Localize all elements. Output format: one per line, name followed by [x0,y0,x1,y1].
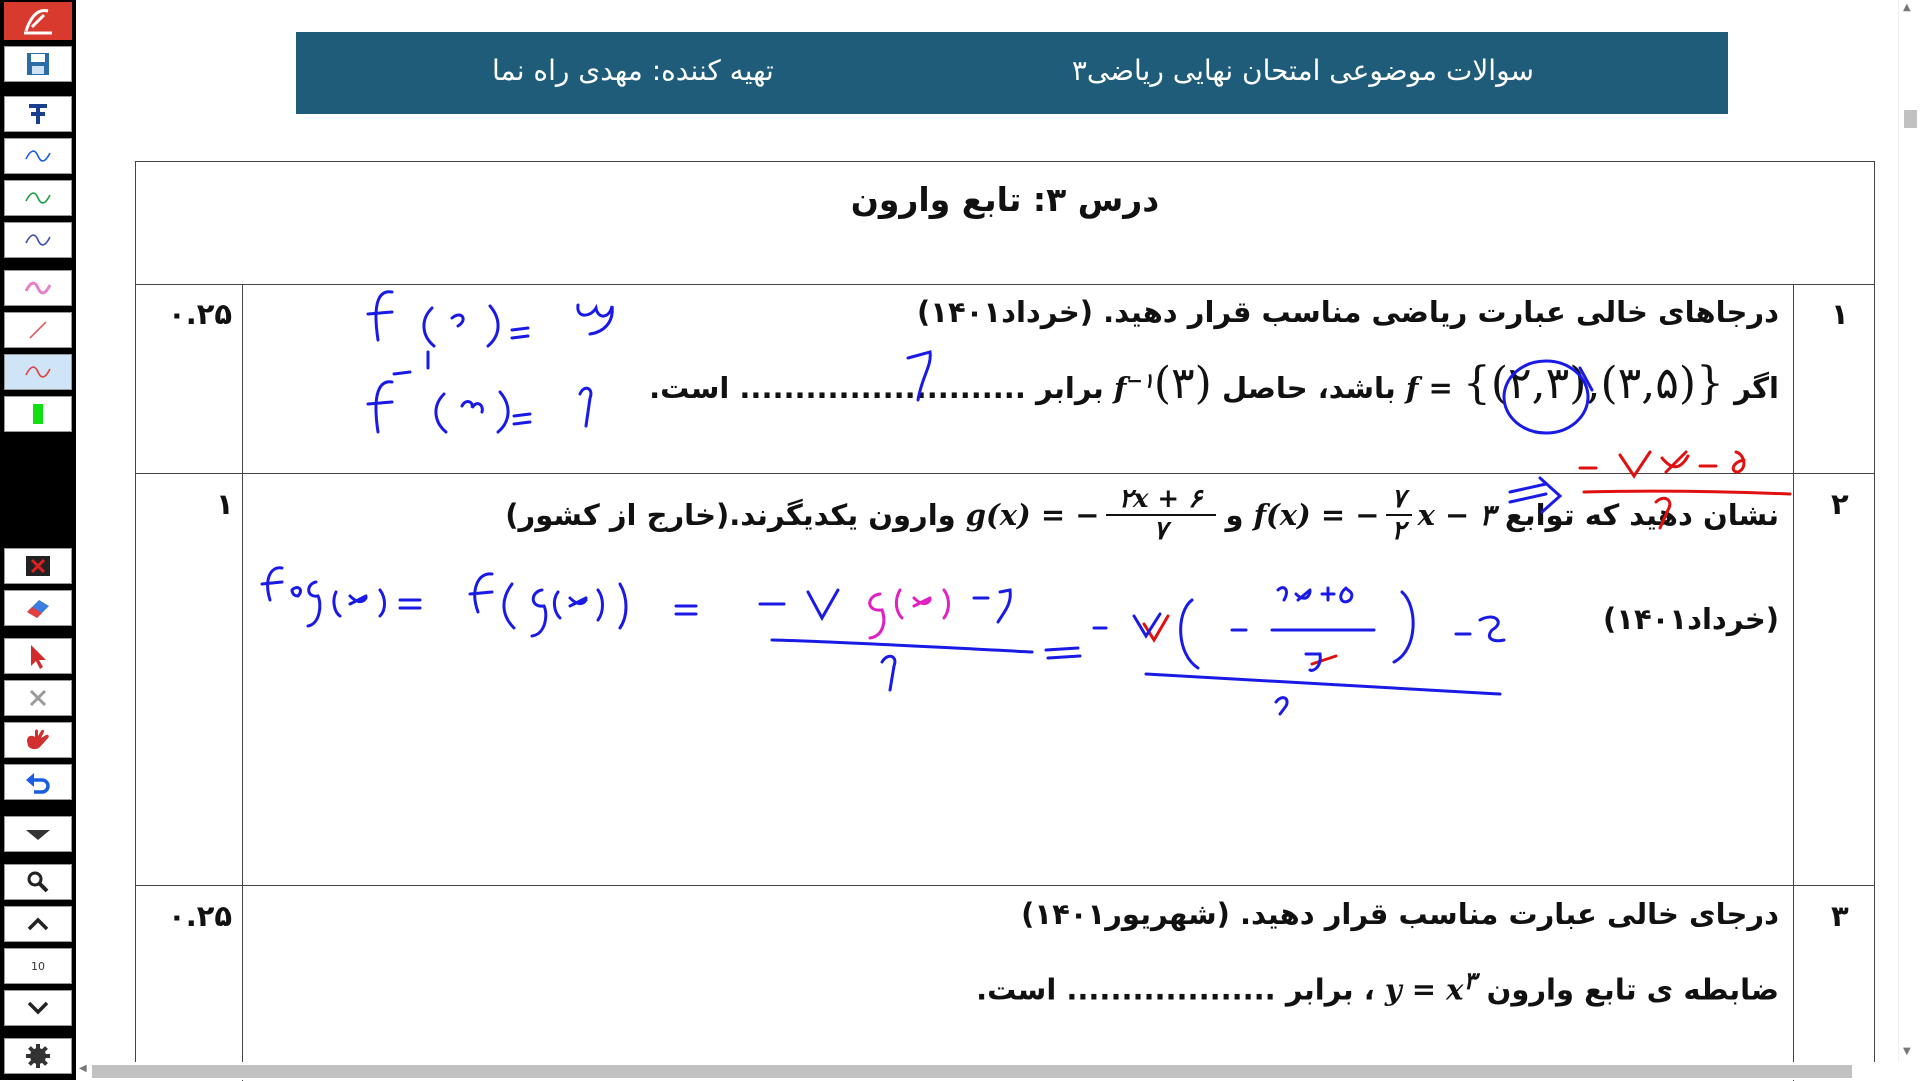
magenta-ink [870,590,949,638]
function-g: g(x) = − ۲x + ۶ ۷ [966,484,1216,546]
question-score: ۰.۲۵ [168,297,233,331]
question-number: ۲ [1831,487,1849,521]
g-numerator: ۲x + ۶ [1118,484,1203,514]
question-number: ۱ [1831,297,1849,331]
ordered-pairs-set: {(۲,۳),(۳,۵)} [1462,358,1725,409]
question-score: ۱ [216,487,234,521]
horizontal-scroll-thumb[interactable] [92,1065,1852,1078]
question-number: ۳ [1831,899,1849,933]
g-denominator: ۷ [1153,516,1168,546]
scroll-left-arrow-icon[interactable]: ◀ [79,1063,87,1074]
answer-blank: ................... [1066,972,1276,1007]
text-fragment: ضابطه ی تابع وارون [1486,972,1779,1007]
set-definition: f = {(۲,۳),(۳,۵)} [1405,358,1725,409]
scroll-up-arrow-icon[interactable]: ▲ [1903,2,1911,13]
banner-title: سوالات موضوعی امتحان نهایی ریاضی۳ [1071,54,1534,87]
scroll-down-arrow-icon[interactable]: ▼ [1903,1046,1911,1057]
page-number[interactable]: 10 [4,948,72,984]
text-fragment: است. [649,371,730,405]
text-fragment: وارون یکدیگرند.(خارج از کشور) [505,498,956,532]
text-fragment: است. [976,972,1057,1007]
f-tail: x − ۳ [1417,498,1495,532]
text-fragment: نشان دهید که توابع [1504,498,1779,532]
vertical-scrollbar[interactable] [1898,0,1920,1062]
question-text-line2: (خرداد۱۴۰۱) [1603,602,1779,636]
banner-author: تهیه کننده: مهدی راه نما [492,54,774,87]
lesson-title: درس ۳: تابع وارون [850,180,1160,219]
question-text: درجای خالی عبارت مناسب قرار دهید. (شهریور۱۴۰۱) [1021,897,1779,931]
text-fragment: برابر [1035,371,1104,405]
text-fragment: و [1225,498,1244,532]
vertical-scroll-thumb[interactable] [1904,110,1917,128]
inverse-argument: (۳) [1153,358,1212,409]
f-numerator: ۷ [1391,484,1406,514]
function-f: f(x) = − ۷ ۲ x − ۳ [1253,484,1495,546]
text-fragment: اگر [1734,371,1779,405]
text-fragment: باشد، حاصل [1221,371,1396,405]
text-fragment: ، برابر [1285,972,1375,1007]
cubic-function: $y = x^۳$ [1384,966,1477,1007]
answer-blank: .......................... [739,371,1026,405]
exponent: ۳ [1463,966,1477,995]
inverse-expression: $f^{-۱}(۳)$ [1113,358,1212,409]
blue-ink-q2 [262,568,1504,714]
question-score: ۰.۲۵ [168,899,233,933]
blue-ink-q1 [368,292,1592,512]
horizontal-scrollbar[interactable] [76,1062,1920,1080]
question-text: درجاهای خالی عبارت ریاضی مناسب قرار دهید. (خرداد۱۴۰۱) [917,295,1779,329]
f-denominator: ۲ [1391,516,1406,546]
red-ink [1144,452,1790,664]
